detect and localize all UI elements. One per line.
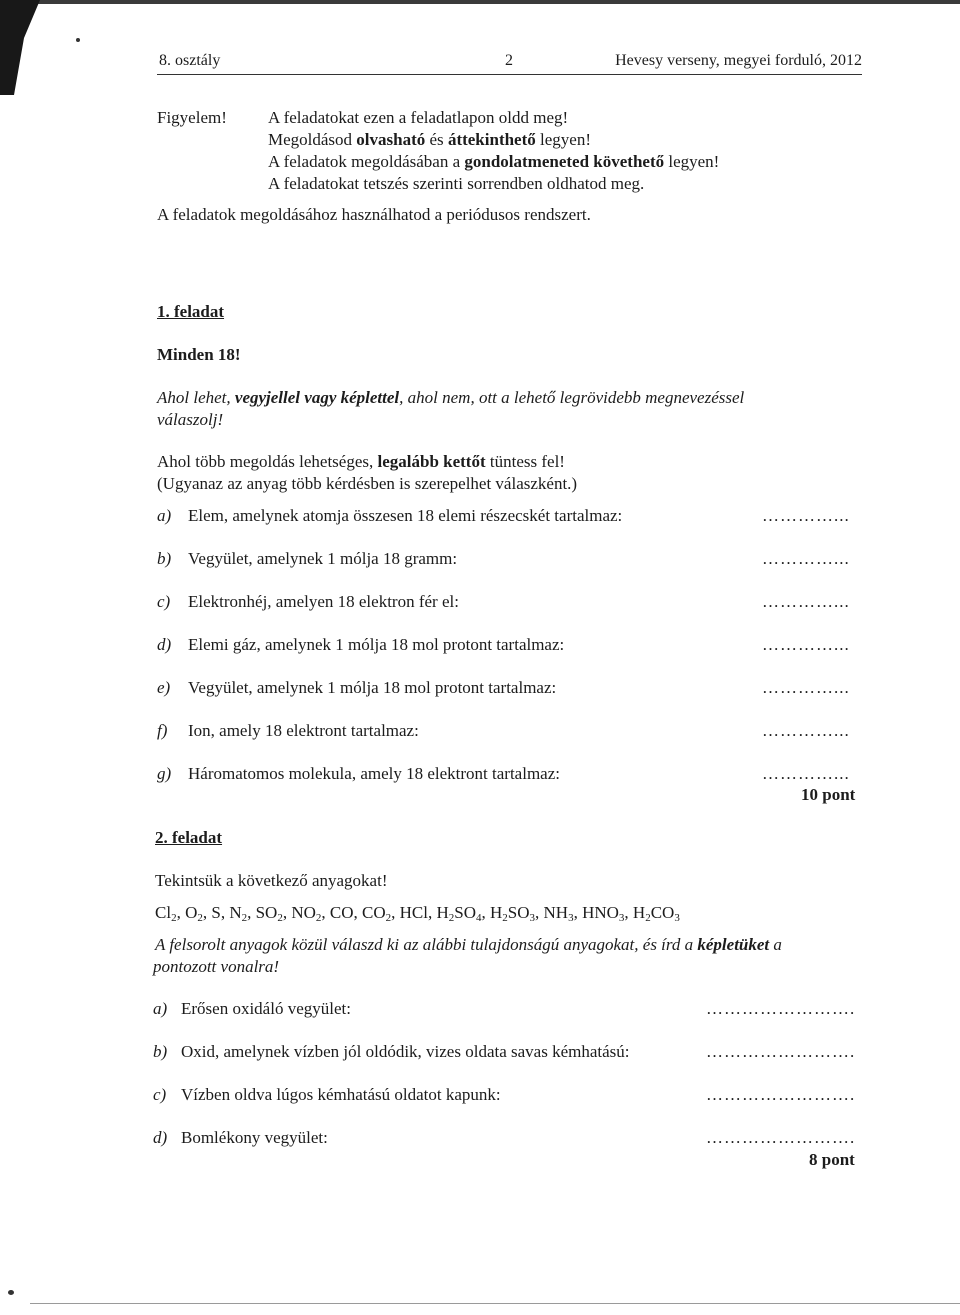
task1-subtitle: Minden 18! bbox=[157, 345, 241, 364]
task2-instruction-2: pontozott vonalra! bbox=[153, 957, 280, 976]
answer-blank[interactable]: …………... bbox=[762, 721, 850, 740]
task1-instruction-3: (Ugyanaz az anyag több kérdésben is szerepelhet válaszként.) bbox=[157, 474, 578, 493]
task2-points: 8 pont bbox=[809, 1150, 855, 1169]
question-text: Erősen oxidáló vegyület: bbox=[181, 999, 351, 1018]
formula: $Cl_2$ bbox=[155, 903, 177, 924]
question-label: a) bbox=[157, 506, 172, 525]
task1-title: 1. feladat bbox=[157, 302, 225, 321]
intro-line-3: A feladatok megoldásában a gondolatmeneted követhető legyen! bbox=[268, 152, 720, 171]
answer-blank[interactable]: ……………………. bbox=[706, 1085, 856, 1104]
scan-corner-shadow bbox=[0, 0, 40, 95]
scan-speck bbox=[8, 1290, 14, 1295]
task2-instruction: A felsorolt anyagok közül válaszd ki az alábbi tulajdonságú anyagokat, és írd a képletüket a bbox=[155, 935, 782, 954]
question-text: Vegyület, amelynek 1 mólja 18 gramm: bbox=[188, 549, 458, 568]
intro-line-5: A feladatok megoldásához használhatod a periódusos rendszert. bbox=[157, 205, 591, 224]
formula: $CO_2$ bbox=[362, 903, 392, 924]
intro-line-1: A feladatokat ezen a feladatlapon oldd meg! bbox=[268, 108, 569, 127]
answer-blank[interactable]: …………... bbox=[762, 592, 850, 611]
header-competition: Hevesy verseny, megyei forduló, 2012 bbox=[615, 52, 862, 69]
formula: HCl bbox=[399, 903, 428, 922]
question-text: Elektronhéj, amelyen 18 elektron fér el: bbox=[188, 592, 459, 611]
question-label: f) bbox=[157, 721, 168, 740]
task1-instruction-1b: válaszolj! bbox=[157, 410, 224, 429]
task1-instruction-2: Ahol több megoldás lehetséges, legalább kettőt tüntess fel! bbox=[157, 452, 565, 471]
answer-blank[interactable]: …………... bbox=[762, 764, 850, 783]
formula: $N_2$ bbox=[229, 903, 248, 924]
header-class: 8. osztály bbox=[159, 52, 221, 69]
answer-blank[interactable]: ……………………. bbox=[706, 1128, 856, 1147]
formula: $HNO_3$ bbox=[582, 903, 625, 924]
formula: $H_2SO_4$ bbox=[436, 903, 482, 924]
answer-blank[interactable]: …………... bbox=[762, 678, 850, 697]
question-label: b) bbox=[157, 549, 172, 568]
intro-label: Figyelem! bbox=[157, 108, 227, 127]
question-text: Ion, amely 18 elektront tartalmaz: bbox=[188, 721, 419, 740]
question-text: Oxid, amelynek vízben jól oldódik, vizes oldata savas kémhatású: bbox=[181, 1042, 630, 1061]
answer-blank[interactable]: …………... bbox=[762, 506, 850, 525]
task2-formula-list: $Cl_2$, $O_2$, S, $N_2$, $SO_2$, $NO_2$, CO, $CO_2$, HCl, $H_2SO_4$, $H_2SO_3$, $NH_3$, $HNO_3$, $H_2CO_3$ bbox=[155, 903, 680, 924]
formula: S bbox=[211, 903, 221, 922]
question-label: a) bbox=[153, 999, 168, 1018]
question-text: Bomlékony vegyület: bbox=[181, 1128, 328, 1147]
question-text: Háromatomos molekula, amely 18 elektront tartalmaz: bbox=[188, 764, 560, 783]
formula: $O_2$ bbox=[185, 903, 203, 924]
question-label: c) bbox=[153, 1085, 167, 1104]
formula: $NH_3$ bbox=[543, 903, 574, 924]
page-header bbox=[157, 52, 862, 75]
question-label: b) bbox=[153, 1042, 168, 1061]
scan-edge-top bbox=[0, 0, 960, 4]
task1-instruction-1: Ahol lehet, vegyjellel vagy képlettel, ahol nem, ott a lehető legrövidebb megnevezéssel bbox=[157, 388, 745, 407]
question-text: Elemi gáz, amelynek 1 mólja 18 mol protont tartalmaz: bbox=[188, 635, 565, 654]
answer-blank[interactable]: …………... bbox=[762, 549, 850, 568]
scan-speck bbox=[76, 38, 80, 42]
question-label: c) bbox=[157, 592, 171, 611]
scan-edge-bottom bbox=[30, 1303, 960, 1304]
answer-blank[interactable]: ……………………. bbox=[706, 999, 856, 1018]
formula: CO bbox=[329, 903, 354, 922]
answer-blank[interactable]: …………... bbox=[762, 635, 850, 654]
intro-line-2: Megoldásod olvasható és áttekinthető legyen! bbox=[268, 130, 591, 149]
question-label: e) bbox=[157, 678, 171, 697]
formula: $H_2SO_3$ bbox=[490, 903, 536, 924]
task2-title: 2. feladat bbox=[155, 828, 223, 847]
question-label: d) bbox=[157, 635, 172, 654]
formula: $SO_2$ bbox=[255, 903, 283, 924]
question-label: d) bbox=[153, 1128, 168, 1147]
task1-points: 10 pont bbox=[801, 785, 856, 804]
question-text: Vízben oldva lúgos kémhatású oldatot kapunk: bbox=[181, 1085, 501, 1104]
formula: $H_2CO_3$ bbox=[632, 903, 680, 924]
formula: $NO_2$ bbox=[291, 903, 322, 924]
intro-line-4: A feladatokat tetszés szerinti sorrendben oldhatod meg. bbox=[268, 174, 645, 193]
task2-intro: Tekintsük a következő anyagokat! bbox=[155, 871, 388, 890]
header-page-number: 2 bbox=[505, 52, 513, 69]
question-label: g) bbox=[157, 764, 172, 783]
question-text: Vegyület, amelynek 1 mólja 18 mol protont tartalmaz: bbox=[188, 678, 557, 697]
answer-blank[interactable]: ……………………. bbox=[706, 1042, 856, 1061]
question-text: Elem, amelynek atomja összesen 18 elemi részecskét tartalmaz: bbox=[188, 506, 623, 525]
